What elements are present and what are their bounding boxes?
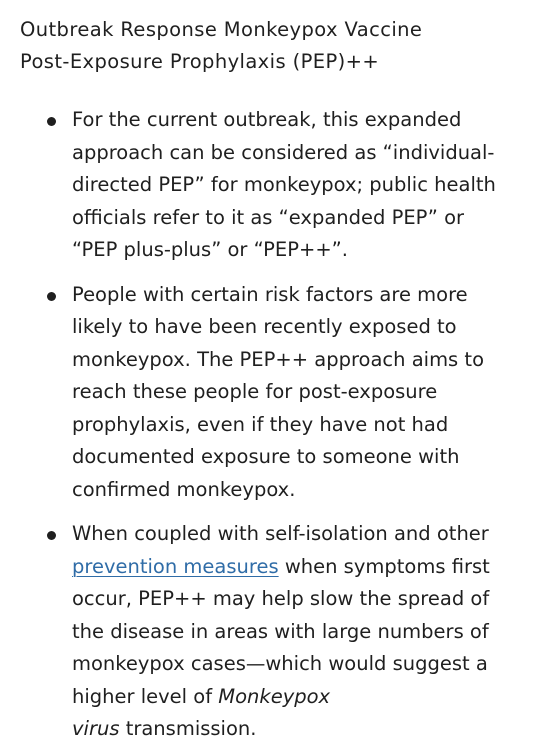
text-line: the disease in areas with large numbers of [72,619,489,643]
bullet-item-risk-factors [20,279,513,507]
prevention-measures-link[interactable]: prevention measures [72,554,279,578]
bullet-list [20,104,513,746]
text-line: When coupled with self-isolation and other [72,522,489,545]
text-line: occur, PEP++ may help slow the spread of [72,587,490,610]
bullet-dot-icon [47,292,56,301]
text-segment: higher level of [72,684,219,708]
text-line: likely to have been recently exposed to [72,315,457,338]
text-segment: transmission. [119,717,257,740]
section-heading [20,14,520,78]
bullet-dot-icon [47,531,56,540]
text-line: reach these people for post-exposure [72,380,438,403]
bullet-item-self-isolation [20,518,513,746]
text-line [72,713,513,746]
text-line: documented exposure to someone with [72,445,460,468]
bullet-dot-icon [47,117,56,126]
text-line: monkeypox cases—which would suggest a [72,652,488,675]
text-line: monkeypox. The PEP++ approach aims to [72,347,484,371]
text-segment: when symptoms first [278,554,490,578]
text-line: officials refer to it as “expanded PEP” or [72,205,465,229]
text-line: People with certain risk factors are more [72,282,468,306]
bullet-item-expanded-pep [20,104,513,267]
text-line [72,681,513,714]
text-line: confirmed monkeypox. [72,477,296,501]
text-line: “PEP plus-plus” or “PEP++”. [72,238,348,261]
text-line: For the current outbreak, this expanded [72,108,462,131]
text-line: prophylaxis, even if they have not had [72,412,449,436]
heading-line-1: Outbreak Response Monkeypox Vaccine [20,18,423,41]
italic-monkeypox: Monkeypox [218,684,331,708]
heading-line-2: Post-Exposure Prophylaxis (PEP)++ [20,50,380,73]
text-line: directed PEP” for monkeypox; public health [72,173,496,196]
text-line: approach can be considered as “individual- [72,140,495,164]
text-line-with-link [72,551,513,584]
italic-virus: virus [72,717,120,740]
